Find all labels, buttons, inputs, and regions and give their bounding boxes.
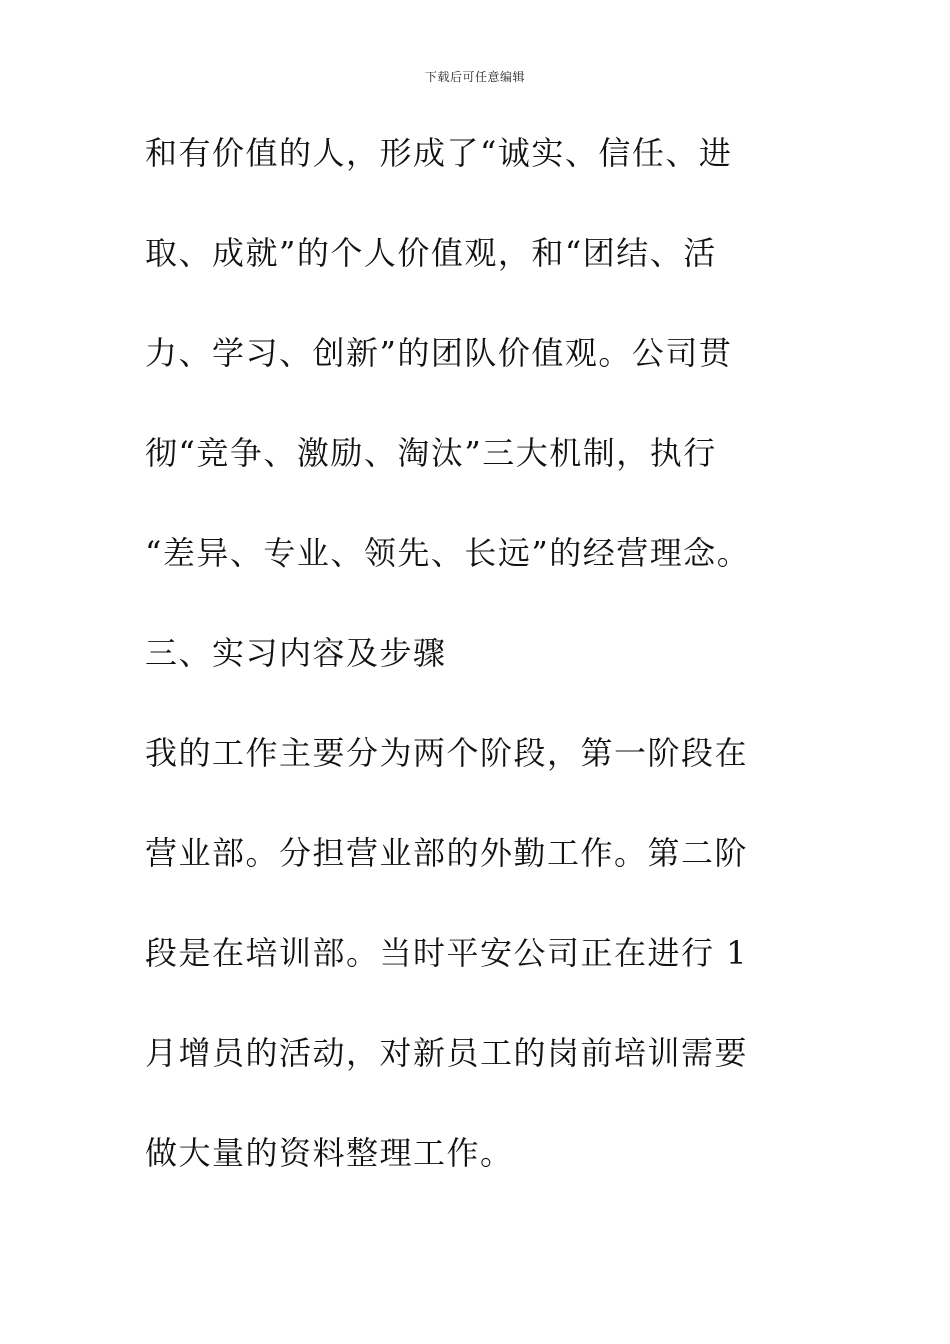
text-line: 段是在培训部。当时平安公司正在进行 1 xyxy=(145,934,749,972)
text-line: 和有价值的人，形成了“诚实、信任、进 xyxy=(145,134,733,172)
body-text xyxy=(145,128,825,1228)
text-line: 取、成就”的个人价值观，和“团结、活 xyxy=(145,234,717,272)
page-header-note: 下载后可任意编辑 xyxy=(424,70,525,84)
text-line: 做大量的资料整理工作。 xyxy=(145,1134,514,1172)
text-line: 月增员的活动，对新员工的岗前培训需要 xyxy=(145,1034,749,1072)
text-line: 我的工作主要分为两个阶段，第一阶段在 xyxy=(145,734,749,772)
text-line: 力、学习、创新”的团队价值观。公司贯 xyxy=(145,334,733,372)
text-line: “差异、专业、领先、长远”的经营理念。 xyxy=(145,534,751,572)
text-line: 营业部。分担营业部的外勤工作。第二阶 xyxy=(145,834,749,872)
section-heading: 三、实习内容及步骤 xyxy=(145,634,447,672)
text-line: 彻“竞争、激励、淘汰”三大机制，执行 xyxy=(145,434,717,472)
